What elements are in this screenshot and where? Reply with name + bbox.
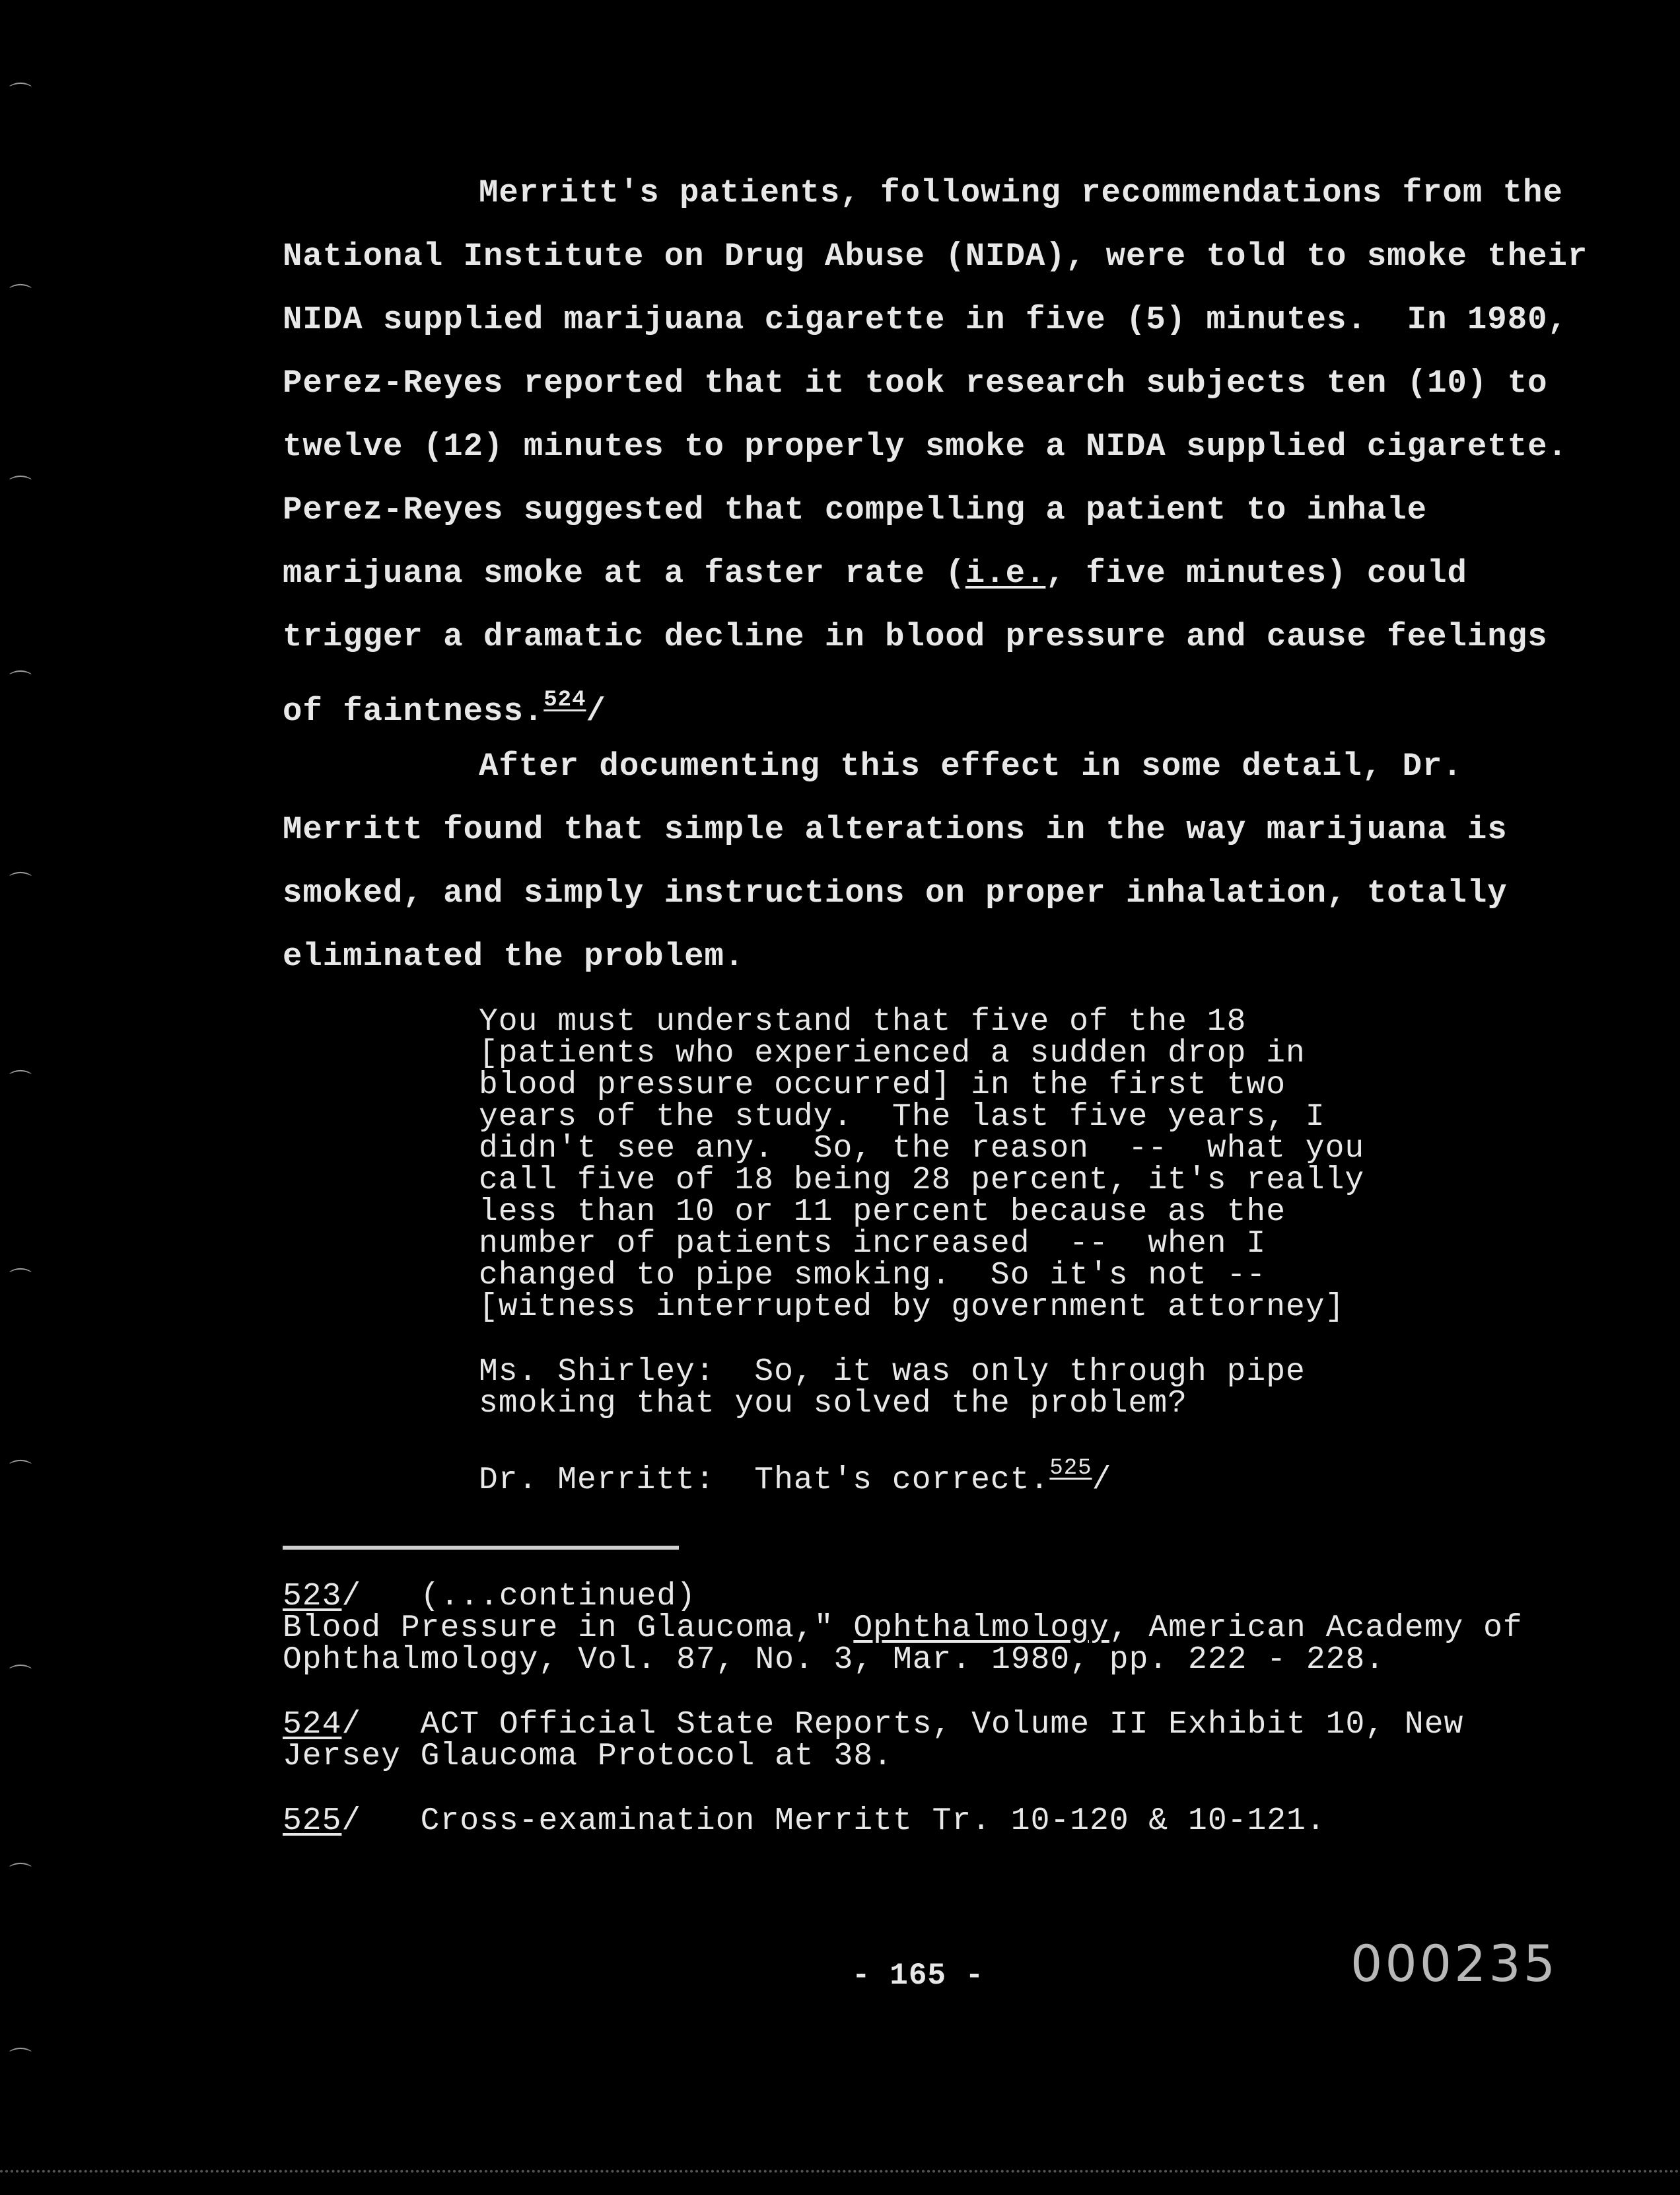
margin-mark-icon: ⌒ xyxy=(9,1458,32,1485)
body-line: Perez-Reyes reported that it took research subjects ten (10) to xyxy=(283,365,1548,402)
body-text: , five minutes) could xyxy=(1045,555,1467,592)
body-line: twelve (12) minutes to properly smoke a NIDA supplied cigarette. xyxy=(283,428,1568,465)
footnote-text: ACT Official State Reports, Volume II Exhibit 10, New xyxy=(420,1707,1464,1743)
margin-mark-icon: ⌒ xyxy=(9,669,32,696)
footnote-525 xyxy=(283,1805,1326,1838)
footnote-text xyxy=(361,1707,420,1743)
footnote-slash: / xyxy=(586,693,606,730)
quote-line: smoking that you solved the problem? xyxy=(479,1386,1187,1421)
margin-mark-icon: ⌒ xyxy=(9,1069,32,1095)
quote-text: Dr. Merritt: That's correct. xyxy=(479,1462,1050,1498)
body-line: Perez-Reyes suggested that compelling a patient to inhale xyxy=(283,491,1428,528)
body-line xyxy=(283,680,606,731)
footnote-ref-525[interactable]: 525 xyxy=(1049,1456,1092,1481)
quote-line: [witness interrupted by government attorney] xyxy=(479,1289,1345,1325)
footnote-number: 523 xyxy=(283,1579,342,1614)
footnote-524 xyxy=(283,1708,1463,1741)
body-line: National Institute on Drug Abuse (NIDA), were told to smoke their xyxy=(283,238,1588,275)
footnote-text: Cross-examination Merritt Tr. 10-120 & 10-121. xyxy=(420,1803,1326,1839)
footnote-text: (...continued) xyxy=(420,1579,696,1614)
margin-mark-icon: ⌒ xyxy=(9,474,32,501)
footnote-slash: / xyxy=(1092,1462,1112,1498)
margin-mark-icon: ⌒ xyxy=(9,2046,32,2073)
body-text: of faintness. xyxy=(283,693,544,730)
quote-line: call five of 18 being 28 percent, it's really xyxy=(479,1163,1365,1198)
quote-line: blood pressure occurred] in the first two xyxy=(479,1067,1286,1103)
ie-abbreviation: i.e. xyxy=(965,555,1046,592)
footnote-text xyxy=(361,1803,420,1839)
body-line xyxy=(283,554,1467,593)
quote-line: changed to pipe smoking. So it's not -- xyxy=(479,1258,1267,1293)
footnote-text: Blood Pressure in Glaucoma," xyxy=(283,1610,834,1646)
quote-line: less than 10 or 11 percent because as the xyxy=(479,1194,1286,1230)
quote-line: You must understand that five of the 18 xyxy=(479,1004,1247,1040)
body-line: eliminated the problem. xyxy=(283,938,745,975)
bates-stamp: 000235 xyxy=(1350,1934,1558,1993)
footnote-slash: / xyxy=(341,1803,362,1839)
margin-mark-icon: ⌒ xyxy=(9,1861,32,1888)
body-text: marijuana smoke at a faster rate ( xyxy=(283,555,965,592)
footnote-line: Jersey Glaucoma Protocol at 38. xyxy=(283,1739,893,1774)
body-line: trigger a dramatic decline in blood pressure and cause feelings xyxy=(283,618,1548,655)
margin-mark-icon: ⌒ xyxy=(9,871,32,897)
quote-line xyxy=(479,1452,1111,1497)
body-line: After documenting this effect in some detail, Dr. xyxy=(479,748,1463,785)
footnote-text xyxy=(361,1579,420,1614)
journal-title: Ophthalmology xyxy=(853,1610,1109,1646)
body-line: smoked, and simply instructions on proper inhalation, totally xyxy=(283,875,1508,912)
body-line: Merritt found that simple alterations in the way marijuana is xyxy=(283,811,1508,848)
margin-mark-icon: ⌒ xyxy=(9,1663,32,1690)
quote-line: years of the study. The last five years, I xyxy=(479,1099,1325,1135)
quote-line: [patients who experienced a sudden drop in xyxy=(479,1036,1306,1071)
footnote-slash: / xyxy=(341,1707,362,1743)
footnote-523 xyxy=(283,1580,696,1613)
quote-line: didn't see any. So, the reason -- what you xyxy=(479,1131,1365,1167)
body-line: Merritt's patients, following recommendations from the xyxy=(479,174,1563,211)
body-line: NIDA supplied marijuana cigarette in five (5) minutes. In 1980, xyxy=(283,301,1568,338)
scan-edge-divider xyxy=(0,2170,1680,2175)
margin-mark-icon: ⌒ xyxy=(9,1267,32,1293)
quote-line: Ms. Shirley: So, it was only through pipe xyxy=(479,1354,1306,1390)
footnote-slash: / xyxy=(341,1579,362,1614)
quote-line: number of patients increased -- when I xyxy=(479,1226,1267,1262)
page-number: - 165 - xyxy=(852,1959,985,1993)
margin-mark-icon: ⌒ xyxy=(9,283,32,309)
footnote-line xyxy=(283,1612,1523,1645)
footnote-ref-524[interactable]: 524 xyxy=(543,688,586,713)
margin-mark-icon: ⌒ xyxy=(9,81,32,108)
footnote-divider xyxy=(283,1546,679,1550)
footnote-number: 525 xyxy=(283,1803,342,1839)
footnote-line: Ophthalmology, Vol. 87, No. 3, Mar. 1980, pp. 222 - 228. xyxy=(283,1642,1385,1678)
footnote-number: 524 xyxy=(283,1707,342,1743)
footnote-text: , American Academy of xyxy=(1109,1610,1523,1646)
